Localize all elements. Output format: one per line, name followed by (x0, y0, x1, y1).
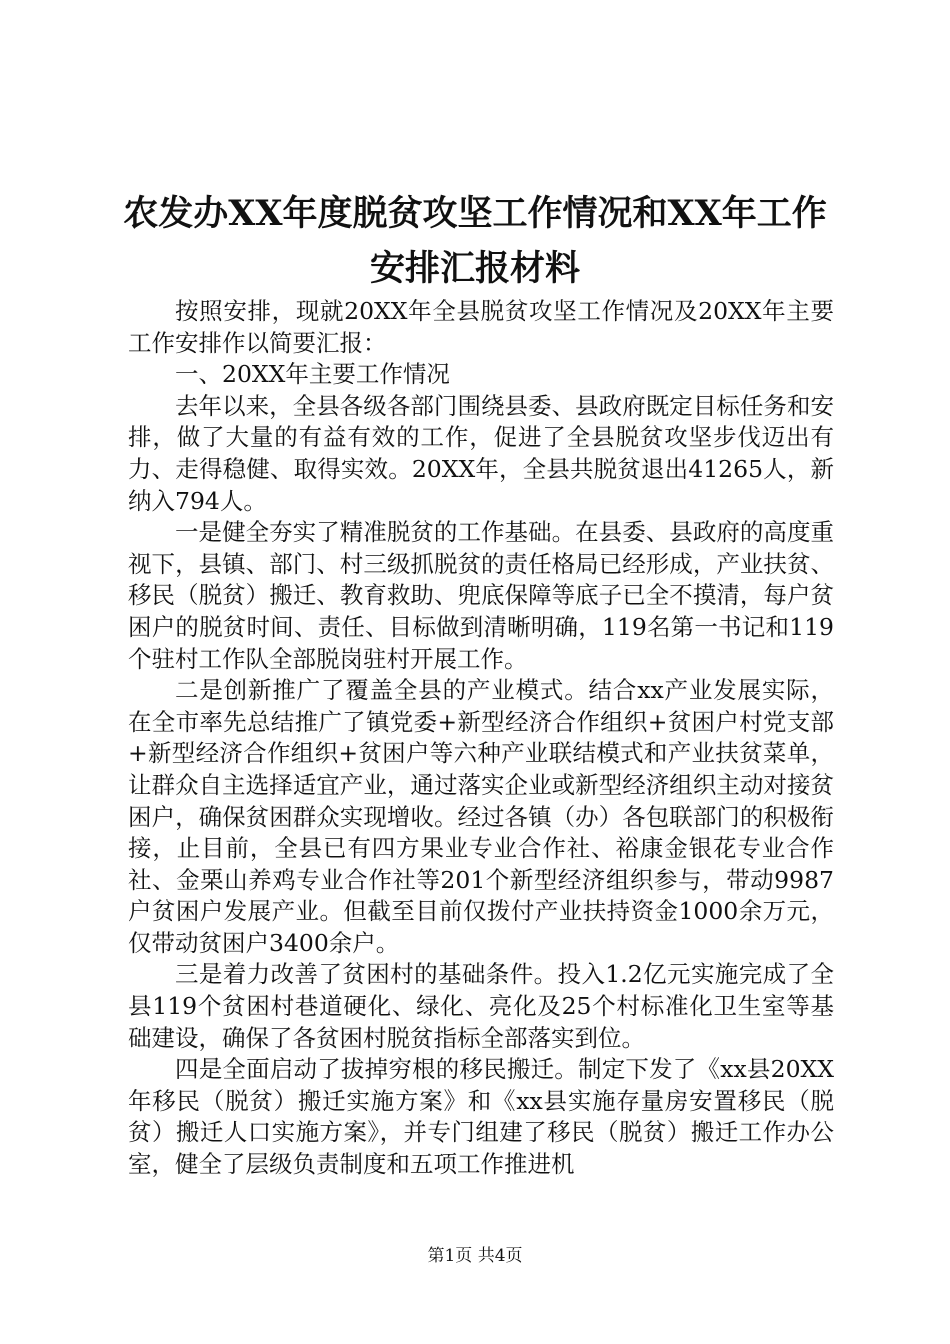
paragraph-point-2: 二是创新推广了覆盖全县的产业模式。结合xx产业发展实际，在全市率先总结推广了镇党委+新型经济合作组织+贫困户村党支部+新型经济合作组织+贫困户等六种产业联结模式和产业扶贫菜单，让群众自主选择适宜产业，通过落实企业或新型经济组织主动对接贫困户，确保贫困群众实现增收。经过各镇（办）各包联部门的积极衔接，止目前，全县已有四方果业专业合作社、裕康金银花专业合作社、金栗山养鸡专业合作社等201个新型经济组织参与，带动9987户贫困户发展产业。但截至目前仅拨付产业扶持资金1000余万元，仅带动贫困户3400余户。 (128, 676, 834, 957)
paragraph-overview: 去年以来，全县各级各部门围绕县委、县政府既定目标任务和安排，做了大量的有益有效的工作，促进了全县脱贫攻坚步伐迈出有力、走得稳健、取得实效。20XX年，全县共脱贫退出41265人，新纳入794人。 (128, 391, 834, 515)
document-title: 农发办XX年度脱贫攻坚工作情况和XX年工作安排汇报材料 (123, 193, 827, 289)
paragraph-point-1: 一是健全夯实了精准脱贫的工作基础。在县委、县政府的高度重视下，县镇、部门、村三级抓脱贫的责任格局已经形成，产业扶贫、移民（脱贫）搬迁、教育救助、兜底保障等底子已全不摸清，每户贫困户的脱贫时间、责任、目标做到清晰明确，119名第一书记和119个驻村工作队全部脱岗驻村开展工作。 (128, 518, 834, 673)
paragraph-point-4: 四是全面启动了拔掉穷根的移民搬迁。制定下发了《xx县20XX年移民（脱贫）搬迁实施方案》和《xx县实施存量房安置移民（脱贫）搬迁人口实施方案》，并专门组建了移民（脱贫）搬迁工作办公室，健全了层级负责制度和五项工作推进机 (128, 1055, 834, 1179)
paragraph-intro: 按照安排，现就20XX年全县脱贫攻坚工作情况及20XX年主要工作安排作以简要汇报： (128, 297, 834, 357)
section-heading-1: 一、20XX年主要工作情况 (175, 360, 450, 389)
paragraph-point-3: 三是着力改善了贫困村的基础条件。投入1.2亿元实施完成了全县119个贫困村巷道硬化、绿化、亮化及25个村标准化卫生室等基础建设，确保了各贫困村脱贫指标全部落实到位。 (128, 960, 834, 1052)
document-body (128, 296, 834, 1181)
page-number-footer: 第1页 共4页 (427, 1246, 523, 1266)
